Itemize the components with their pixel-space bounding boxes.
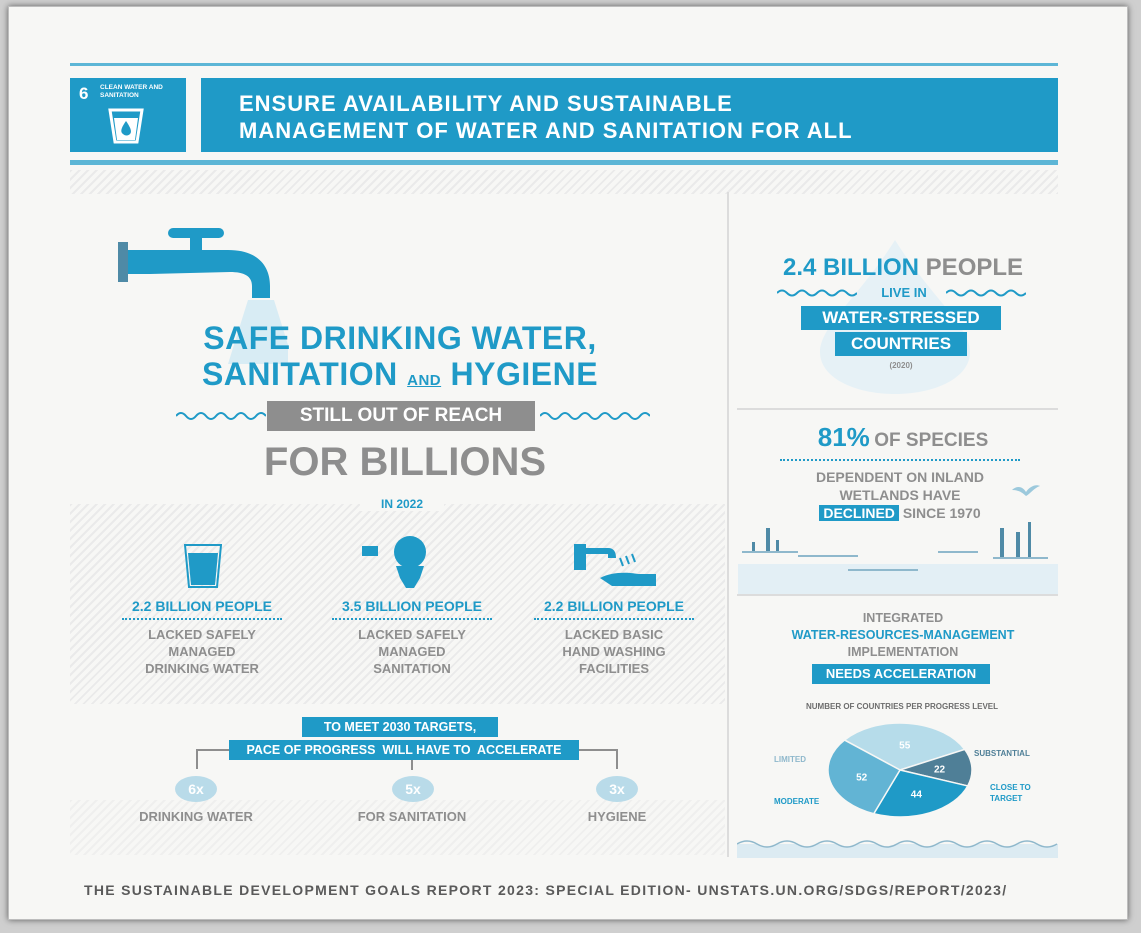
goal-badge — [70, 78, 186, 152]
stat-drinking-water — [112, 598, 292, 677]
chart-title: NUMBER OF COUNTRIES PER PROGRESS LEVEL — [805, 702, 999, 711]
multiplier-label-hygiene: HYGIENE — [587, 809, 647, 824]
species-declined: DECLINED — [819, 505, 899, 521]
pie-category-label: LIMITED — [774, 755, 806, 764]
species-since: SINCE 1970 — [902, 505, 981, 521]
stat-hygiene — [524, 598, 704, 677]
header-title-line2: MANAGEMENT OF WATER AND SANITATION FOR ALL — [239, 118, 853, 143]
stat-desc-3: DRINKING WATER — [145, 661, 259, 676]
stat-divider — [534, 618, 694, 620]
multiplier-hygiene: 3x — [596, 776, 638, 802]
multiplier-label-sanitation: FOR SANITATION — [357, 809, 467, 824]
pie-value-label: 22 — [933, 764, 946, 776]
species-headline — [740, 422, 1066, 453]
header-title-box — [201, 78, 1058, 152]
year-label: IN 2022 — [360, 497, 444, 511]
stat-desc-2: HAND WASHING — [562, 644, 666, 659]
header-bottom-bar — [70, 160, 1058, 165]
iwrm-line1: INTEGRATED — [862, 611, 944, 625]
goal-number: 6 — [79, 84, 89, 103]
stat-value: 2.2 BILLION PEOPLE — [543, 598, 685, 614]
tree-drop-right — [616, 749, 618, 769]
pie-category-label: MODERATE — [774, 797, 820, 806]
stat-sanitation — [322, 598, 502, 677]
wave-left — [176, 410, 266, 422]
stress-box-2: COUNTRIES — [835, 332, 967, 356]
stat-divider — [332, 618, 492, 620]
stress-wave-left — [777, 288, 857, 298]
header-top-line — [70, 63, 1058, 66]
main-title-hygiene: HYGIENE — [450, 356, 599, 392]
main-title-line2 — [180, 356, 620, 399]
stress-wave-right — [946, 288, 1026, 298]
stat-value: 3.5 BILLION PEOPLE — [341, 598, 483, 614]
hatched-band — [70, 170, 1058, 194]
stress-year: (2020) — [889, 361, 913, 370]
multiplier-drinking-water: 6x — [175, 776, 217, 802]
header-title — [239, 90, 853, 144]
right-divider-2 — [737, 594, 1058, 596]
tree-line-right — [579, 749, 617, 751]
bird-icon — [1010, 480, 1040, 498]
tree-line-left — [196, 749, 229, 751]
tree-drop-left — [196, 749, 198, 769]
stat-desc-2: MANAGED — [378, 644, 446, 659]
stat-desc-3: FACILITIES — [578, 661, 650, 676]
stress-box-1: WATER-STRESSED — [801, 306, 1001, 330]
header-title-line1: ENSURE AVAILABILITY AND SUSTAINABLE — [239, 91, 733, 116]
wave-right — [540, 410, 650, 422]
pie-category-label: CLOSE TO — [990, 783, 1031, 792]
species-label: OF SPECIES — [874, 430, 989, 451]
species-divider — [780, 459, 1020, 461]
still-out-of-reach-pill: STILL OUT OF REACH — [267, 401, 535, 431]
targets-line2: PACE OF PROGRESS WILL HAVE TO ACCELERATE — [229, 740, 579, 760]
iwrm-block — [740, 610, 1066, 661]
iwrm-box: NEEDS ACCELERATION — [812, 664, 990, 684]
stress-live-in: LIVE IN — [881, 285, 927, 300]
bottom-wave — [737, 836, 1058, 858]
hand-washing-icon — [572, 542, 658, 590]
column-divider — [727, 192, 729, 857]
water-glass-icon — [106, 106, 146, 146]
iwrm-line2: WATER-RESOURCES-MANAGEMENT — [791, 628, 1015, 642]
glass-of-water-icon — [184, 543, 222, 589]
species-desc-2: WETLANDS HAVE — [839, 487, 961, 503]
pie-value-label: 44 — [910, 789, 922, 801]
main-title-and: AND — [407, 372, 442, 389]
stat-desc-1: LACKED SAFELY — [148, 627, 256, 642]
for-billions: FOR BILLIONS — [263, 440, 547, 484]
pie-category-label: TARGET — [990, 794, 1023, 803]
tree-drop-center — [411, 760, 413, 770]
species-desc-1: DEPENDENT ON INLAND — [815, 469, 984, 485]
pie-category-label: SUBSTANTIAL — [974, 749, 1030, 758]
stat-desc-1: LACKED SAFELY — [358, 627, 466, 642]
goal-name: CLEAN WATER AND SANITATION — [100, 84, 163, 99]
stat-desc-1: LACKED BASIC — [564, 627, 664, 642]
species-value: 81% — [817, 422, 870, 452]
stress-value: 2.4 BILLION — [782, 254, 919, 281]
stress-people: PEOPLE — [925, 254, 1024, 281]
wetland-icon — [738, 508, 1058, 594]
pie-value-label: 55 — [899, 740, 911, 752]
main-title-sanitation: SANITATION — [201, 356, 398, 392]
targets-line1: TO MEET 2030 TARGETS, — [302, 717, 498, 737]
main-title-line1: SAFE DRINKING WATER, — [203, 320, 597, 356]
stat-desc-3: SANITATION — [373, 661, 451, 676]
stat-value: 2.2 BILLION PEOPLE — [131, 598, 273, 614]
toilet-icon — [362, 536, 438, 590]
stat-divider — [122, 618, 282, 620]
stat-desc-2: MANAGED — [168, 644, 236, 659]
multiplier-label-drinking: DRINKING WATER — [139, 809, 253, 824]
pie-value-label: 52 — [856, 772, 868, 784]
iwrm-line3: IMPLEMENTATION — [847, 645, 959, 659]
main-title — [180, 320, 620, 399]
right-divider-1 — [737, 408, 1058, 410]
multiplier-sanitation: 5x — [392, 776, 434, 802]
stress-headline — [740, 254, 1066, 282]
footer-source: THE SUSTAINABLE DEVELOPMENT GOALS REPORT 2023: SPECIAL EDITION- UNSTATS.UN.ORG/SDGS/REPORT/2023/ — [84, 882, 1008, 898]
progress-pie-chart — [740, 714, 1058, 834]
